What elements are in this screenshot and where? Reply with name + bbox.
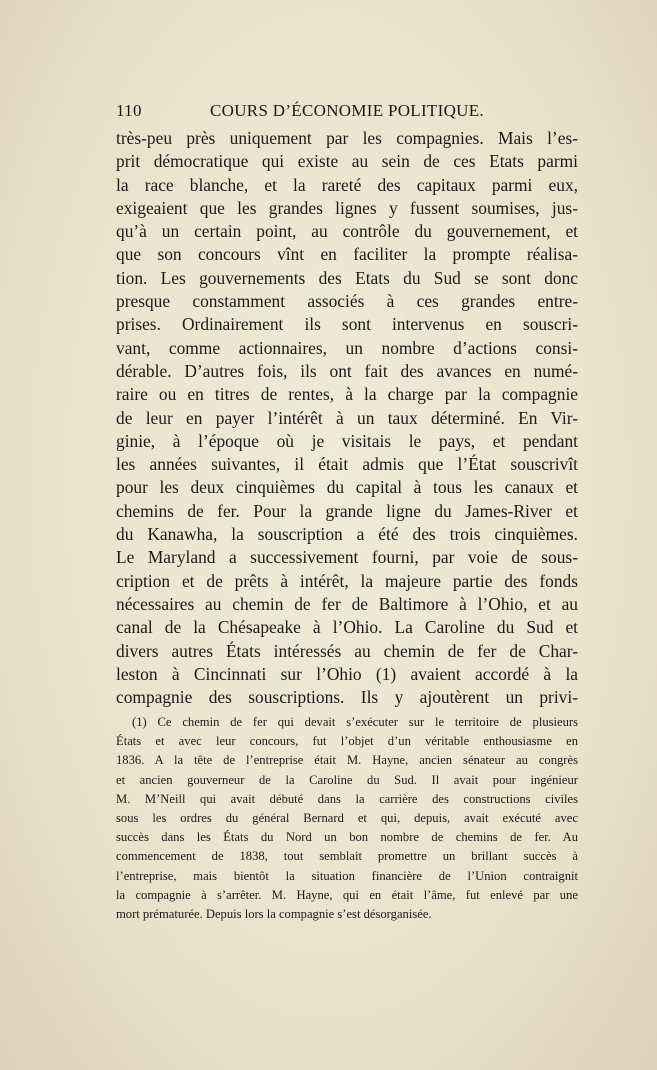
footnote-line: l’entreprise, mais bientôt la situation financière de l’Union contraignit bbox=[116, 868, 578, 883]
text-line: dérable. D’autres fois, ils ont fait des avances en numé- bbox=[116, 360, 578, 381]
text-line: de leur en payer l’intérêt à un taux déterminé. En Vir- bbox=[116, 407, 578, 428]
running-title: COURS D’ÉCONOMIE POLITIQUE. bbox=[210, 101, 484, 120]
footnote-line: M. M’Neill qui avait débuté dans la carrière des constructions civiles bbox=[116, 791, 578, 806]
footnote-line: 1836. A la tête de l’entreprise était M. Hayne, ancien sénateur au congrès bbox=[116, 753, 578, 768]
footnote-line: la compagnie à s’arrêter. M. Hayne, qui en était l’âme, fut enlevé par une bbox=[116, 887, 578, 902]
text-line: pour les deux cinquièmes du capital à tous les canaux et bbox=[116, 477, 578, 498]
text-line: très-peu près uniquement par les compagnies. Mais l’es- bbox=[116, 128, 578, 148]
text-line: tion. Les gouvernements des Etats du Sud se sont donc bbox=[116, 267, 578, 288]
footnote-line: mort prématurée. Depuis lors la compagnie s’est désorganisée. bbox=[116, 906, 432, 921]
footnote-line: États et avec leur concours, fut l’objet d’un véritable enthousiasme en bbox=[116, 734, 578, 749]
text-line: prises. Ordinairement ils sont intervenus en souscri- bbox=[116, 314, 578, 335]
page-header bbox=[116, 101, 578, 125]
footnote bbox=[116, 713, 578, 924]
text-line: du Kanawha, la souscription a été des trois cinquièmes. bbox=[116, 524, 578, 545]
text-line: nécessaires au chemin de fer de Baltimore à l’Ohio, et au bbox=[116, 593, 578, 614]
text-line: cription et de prêts à intérêt, la majeure partie des fonds bbox=[116, 570, 578, 591]
body-text bbox=[116, 127, 578, 709]
text-line: ginie, à l’époque où je visitais le pays, et pendant bbox=[116, 430, 578, 451]
footnote-line: succès dans les États du Nord un bon nombre de chemins de fer. Au bbox=[116, 830, 578, 845]
footnote-line: (1) Ce chemin de fer qui devait s’exécuter sur le territoire de plusieurs bbox=[132, 715, 578, 729]
footnote-line: et ancien gouverneur de la Caroline du Sud. Il avait pour ingénieur bbox=[116, 772, 578, 787]
text-line: les années suivantes, il était admis que l’État souscrivît bbox=[116, 454, 578, 475]
text-line: qu’à un certain point, au contrôle du gouvernement, et bbox=[116, 221, 578, 242]
text-line: vant, comme actionnaires, un nombre d’actions consi- bbox=[116, 337, 578, 358]
text-line: compagnie des souscriptions. Ils y ajoutèrent un privi- bbox=[116, 687, 578, 708]
footnote-line: commencement de 1838, tout semblait promettre un brillant succès à bbox=[116, 849, 578, 864]
text-line: que son concours vînt en faciliter la prompte réalisa- bbox=[116, 244, 578, 265]
text-line: canal de la Chésapeake à l’Ohio. La Caroline du Sud et bbox=[116, 617, 578, 638]
page-number: 110 bbox=[116, 101, 142, 120]
text-line: raire ou en titres de rentes, à la charge par la compagnie bbox=[116, 384, 578, 405]
footnote-line: sous les ordres du général Bernard et qui, depuis, avait exécuté avec bbox=[116, 810, 578, 825]
text-line: divers autres États intéressés au chemin de fer de Char- bbox=[116, 640, 578, 661]
text-line: prit démocratique qui existe au sein de ces Etats parmi bbox=[116, 151, 578, 172]
text-line: leston à Cincinnati sur l’Ohio (1) avaient accordé à la bbox=[116, 663, 578, 684]
text-line: exigeaient que les grandes lignes y fussent soumises, jus- bbox=[116, 197, 578, 218]
text-line: chemins de fer. Pour la grande ligne du James-River et bbox=[116, 500, 578, 521]
text-line: Le Maryland a successivement fourni, par voie de sous- bbox=[116, 547, 578, 568]
text-line: presque constamment associés à ces grandes entre- bbox=[116, 291, 578, 312]
text-line: la race blanche, et la rareté des capitaux parmi eux, bbox=[116, 174, 578, 195]
